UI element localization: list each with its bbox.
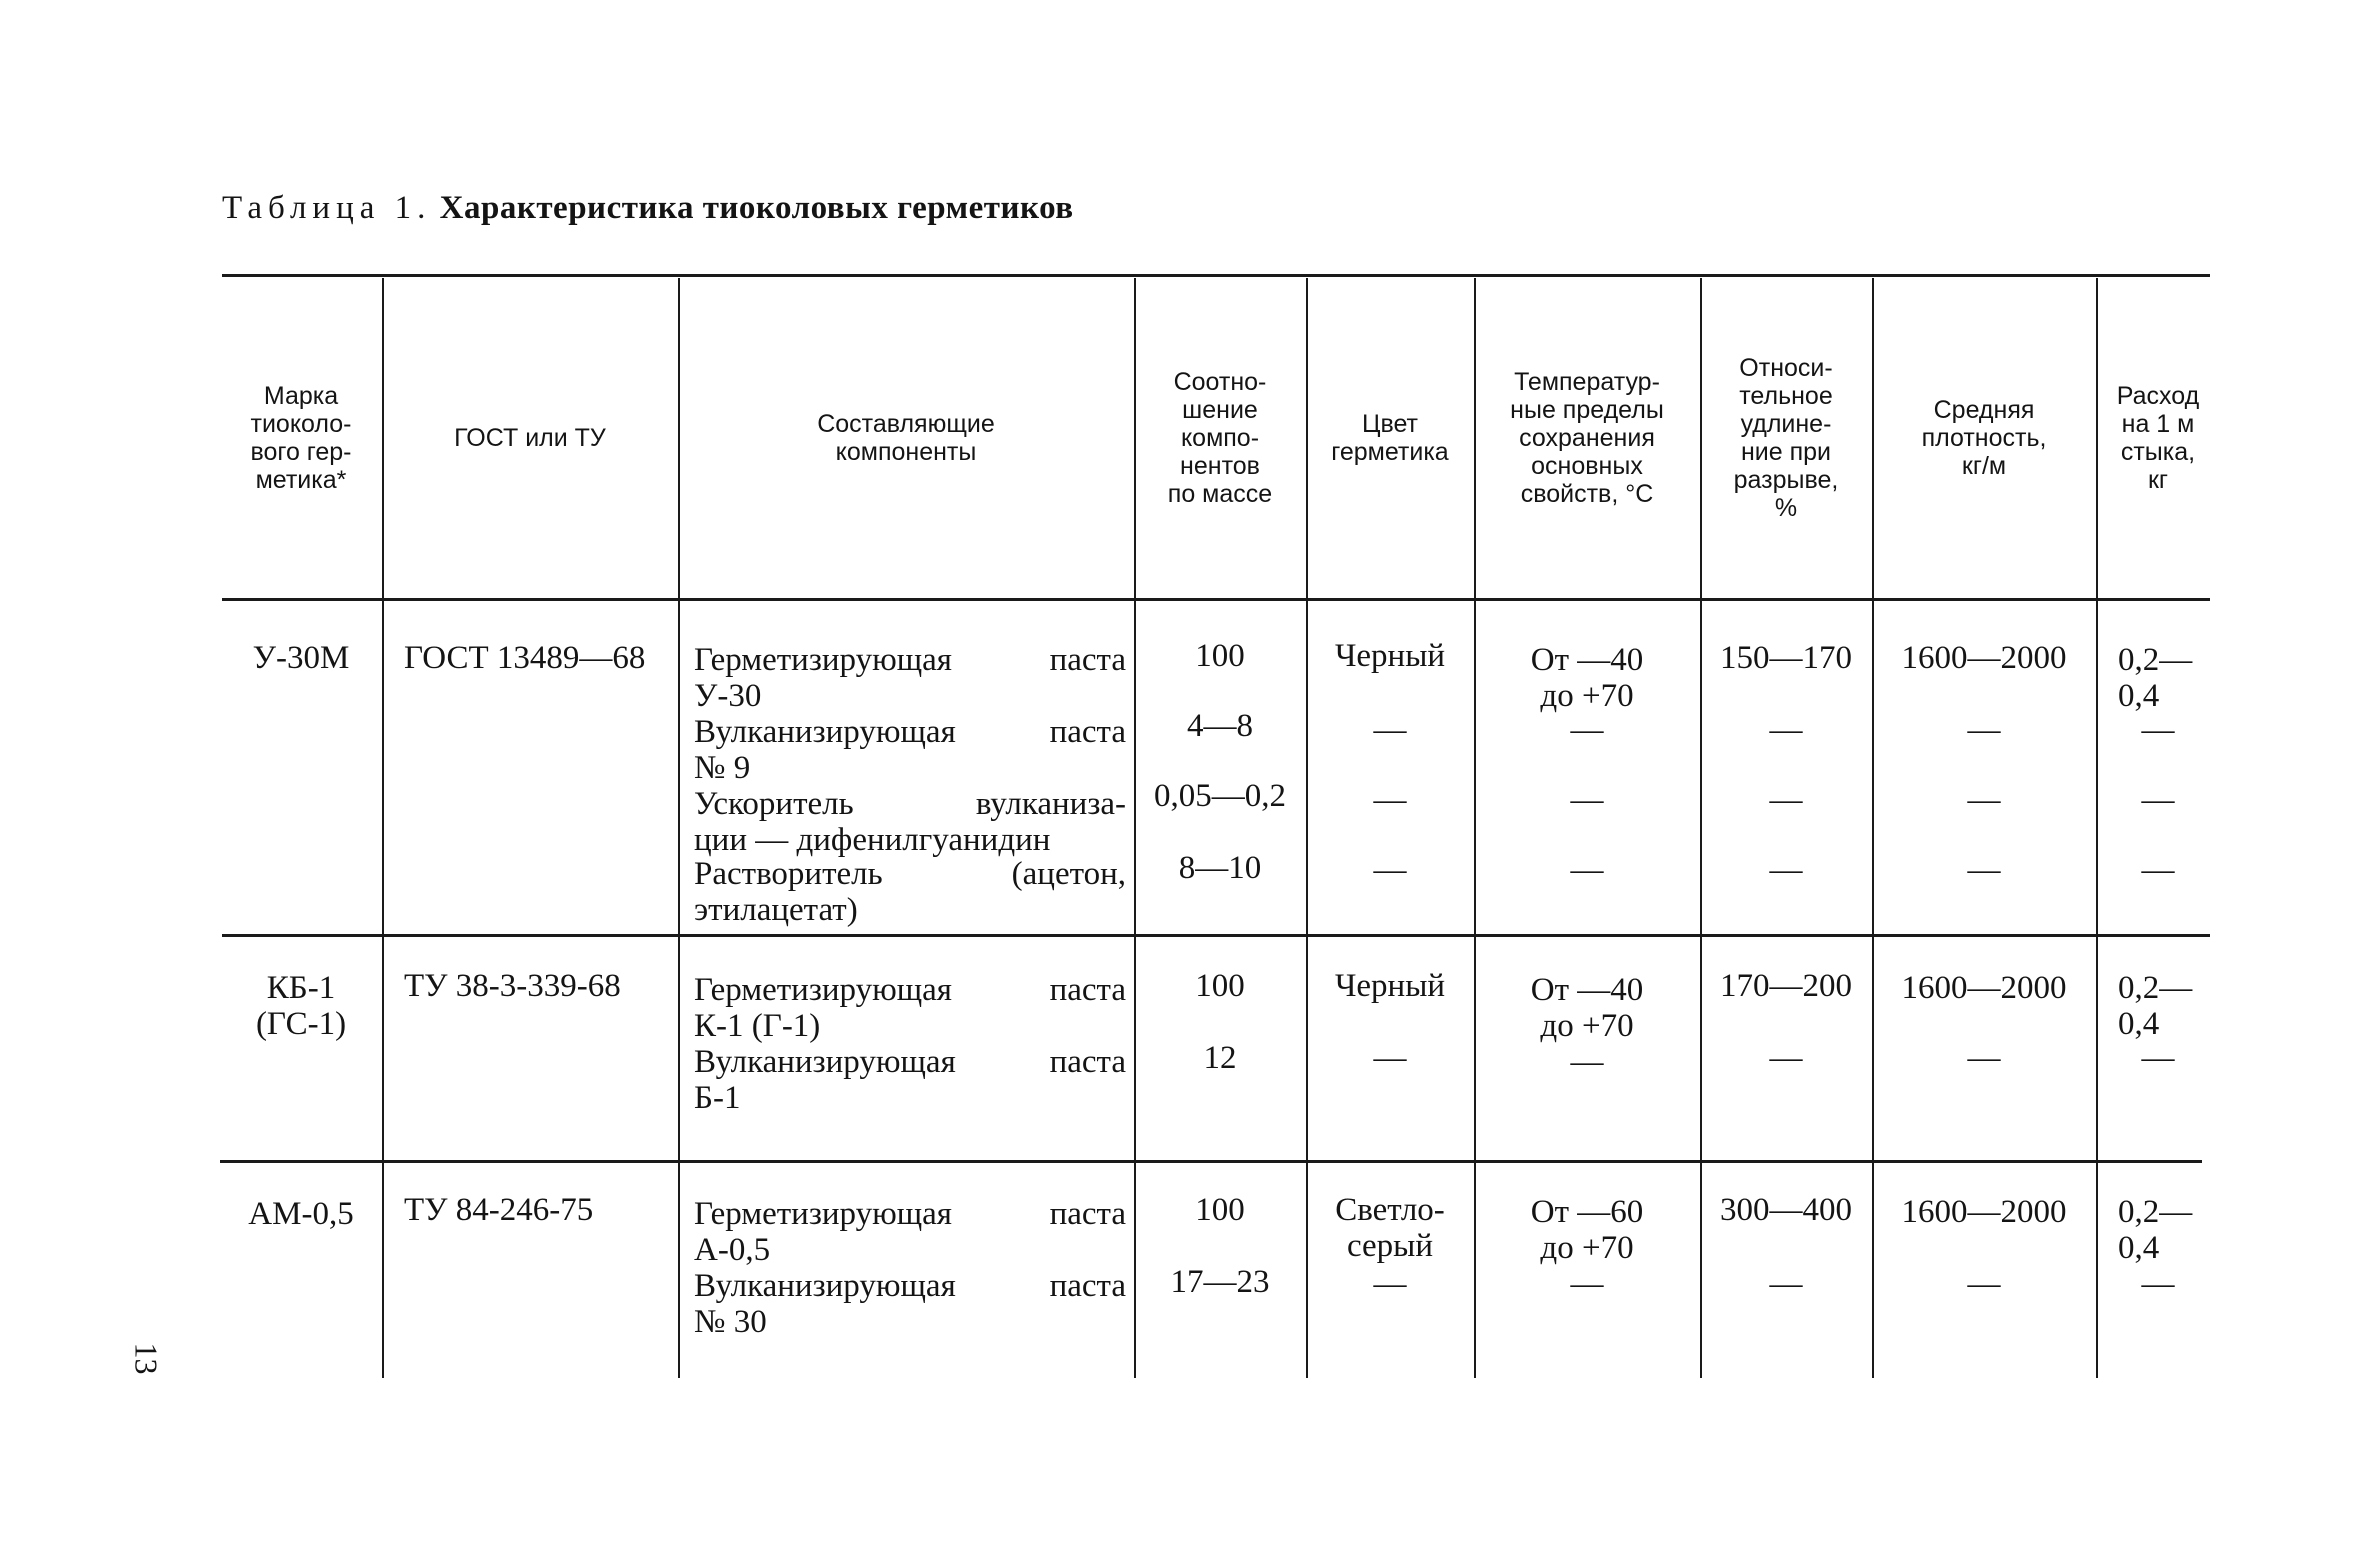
- row3-temp-2: —: [1570, 1266, 1604, 1302]
- row3-color-2: —: [1373, 1266, 1407, 1302]
- row1-elong-3: —: [1769, 782, 1803, 818]
- row1-brand: У-30М: [252, 640, 350, 676]
- header-brand: Марка тиоколо- вого гер- метика*: [250, 382, 352, 494]
- row1-ratio-1: 100: [1195, 638, 1245, 674]
- row2-brand: КБ-1 (ГС-1): [255, 970, 347, 1042]
- row3-cons-2: —: [2141, 1266, 2175, 1302]
- row1-density-4: —: [1967, 852, 2001, 888]
- row2-component-1: Герметизирующая паста К-1 (Г-1): [694, 972, 1126, 1044]
- row2-density-2: —: [1967, 1040, 2001, 1076]
- row1-color-4: —: [1373, 852, 1407, 888]
- row2-ratio-2: 12: [1203, 1040, 1237, 1076]
- row1-component-3: Ускоритель вулканиза- ции — дифенилгуанидин: [694, 786, 1126, 858]
- header-density: Средняя плотность, кг/м: [1921, 396, 2047, 480]
- header-standard: ГОСТ или ТУ: [454, 424, 606, 452]
- row1-temp-1: От —40 до +70: [1530, 642, 1644, 714]
- row3-component-1: Герметизирующая паста А-0,5: [694, 1196, 1126, 1268]
- table-top-rule: [222, 274, 2210, 277]
- table-caption: [222, 190, 1074, 227]
- row1-cons-3: —: [2141, 782, 2175, 818]
- row1-cons-1: 0,2— 0,4: [2118, 642, 2193, 714]
- header-color: Цвет герметика: [1331, 410, 1449, 466]
- row3-color-1: Светло- серый: [1335, 1192, 1445, 1264]
- row3-elong-1: 300—400: [1720, 1192, 1852, 1228]
- row3-ratio-1: 100: [1195, 1192, 1245, 1228]
- row2-density-1: 1600—2000: [1901, 970, 2067, 1006]
- row1-standard: ГОСТ 13489—68: [404, 640, 646, 676]
- row1-color-1: Черный: [1334, 638, 1446, 674]
- caption-prefix: Таблица 1.: [222, 190, 432, 226]
- row2-temp-1: От —40 до +70: [1530, 972, 1644, 1044]
- header-temperature: Температур- ные пределы сохранения основных свойств, °С: [1510, 368, 1664, 508]
- row2-elong-1: 170—200: [1720, 968, 1852, 1004]
- row2-color-2: —: [1373, 1040, 1407, 1076]
- row3-temp-1: От —60 до +70: [1530, 1194, 1644, 1266]
- row1-color-2: —: [1373, 712, 1407, 748]
- row1-elong-1: 150—170: [1720, 640, 1852, 676]
- row1-cons-4: —: [2141, 852, 2175, 888]
- row1-elong-4: —: [1769, 852, 1803, 888]
- header-components: Составляющие компоненты: [817, 410, 995, 466]
- row3-density-1: 1600—2000: [1901, 1194, 2067, 1230]
- row1-component-1: Герметизирующая паста У-30: [694, 642, 1126, 714]
- caption-title: Характеристика тиоколовых герметиков: [439, 190, 1074, 226]
- row2-cons-2: —: [2141, 1040, 2175, 1076]
- row2-standard: ТУ 38-3-339-68: [404, 968, 621, 1004]
- row2-ratio-1: 100: [1195, 968, 1245, 1004]
- row1-bottom-rule: [222, 934, 2210, 937]
- row3-component-2: Вулканизирующая паста № 30: [694, 1268, 1126, 1340]
- row1-elong-2: —: [1769, 712, 1803, 748]
- row1-density-1: 1600—2000: [1901, 640, 2067, 676]
- row3-cons-1: 0,2— 0,4: [2118, 1194, 2193, 1266]
- row3-standard: ТУ 84-246-75: [404, 1192, 594, 1228]
- header-consumption: Расход на 1 м стыка, кг: [2116, 382, 2200, 494]
- row2-color-1: Черный: [1334, 968, 1446, 1004]
- header-ratio: Соотно- шение компо- нентов по массе: [1167, 368, 1273, 508]
- row1-cons-2: —: [2141, 712, 2175, 748]
- row1-ratio-4: 8—10: [1178, 850, 1262, 886]
- row1-temp-4: —: [1570, 852, 1604, 888]
- row2-temp-2: —: [1570, 1044, 1604, 1080]
- row1-temp-2: —: [1570, 712, 1604, 748]
- row1-ratio-2: 4—8: [1187, 708, 1253, 744]
- row1-ratio-3: 0,05—0,2: [1154, 778, 1286, 814]
- row3-brand: АМ-0,5: [248, 1196, 354, 1232]
- page-number: 13: [128, 1342, 165, 1375]
- row1-density-2: —: [1967, 712, 2001, 748]
- row3-ratio-2: 17—23: [1170, 1264, 1270, 1300]
- row3-density-2: —: [1967, 1266, 2001, 1302]
- header-bottom-rule: [222, 598, 2210, 601]
- row2-cons-1: 0,2— 0,4: [2118, 970, 2193, 1042]
- row1-component-2: Вулканизирующая паста № 9: [694, 714, 1126, 786]
- row3-elong-2: —: [1769, 1266, 1803, 1302]
- row2-elong-2: —: [1769, 1040, 1803, 1076]
- row2-component-2: Вулканизирующая паста Б-1: [694, 1044, 1126, 1116]
- row2-bottom-rule: [220, 1160, 2202, 1163]
- row1-color-3: —: [1373, 782, 1407, 818]
- row1-density-3: —: [1967, 782, 2001, 818]
- header-elongation: Относи- тельное удлине- ние при разрыве, %: [1733, 354, 1839, 522]
- row1-component-4: Растворитель (ацетон, этилацетат): [694, 856, 1126, 928]
- row1-temp-3: —: [1570, 782, 1604, 818]
